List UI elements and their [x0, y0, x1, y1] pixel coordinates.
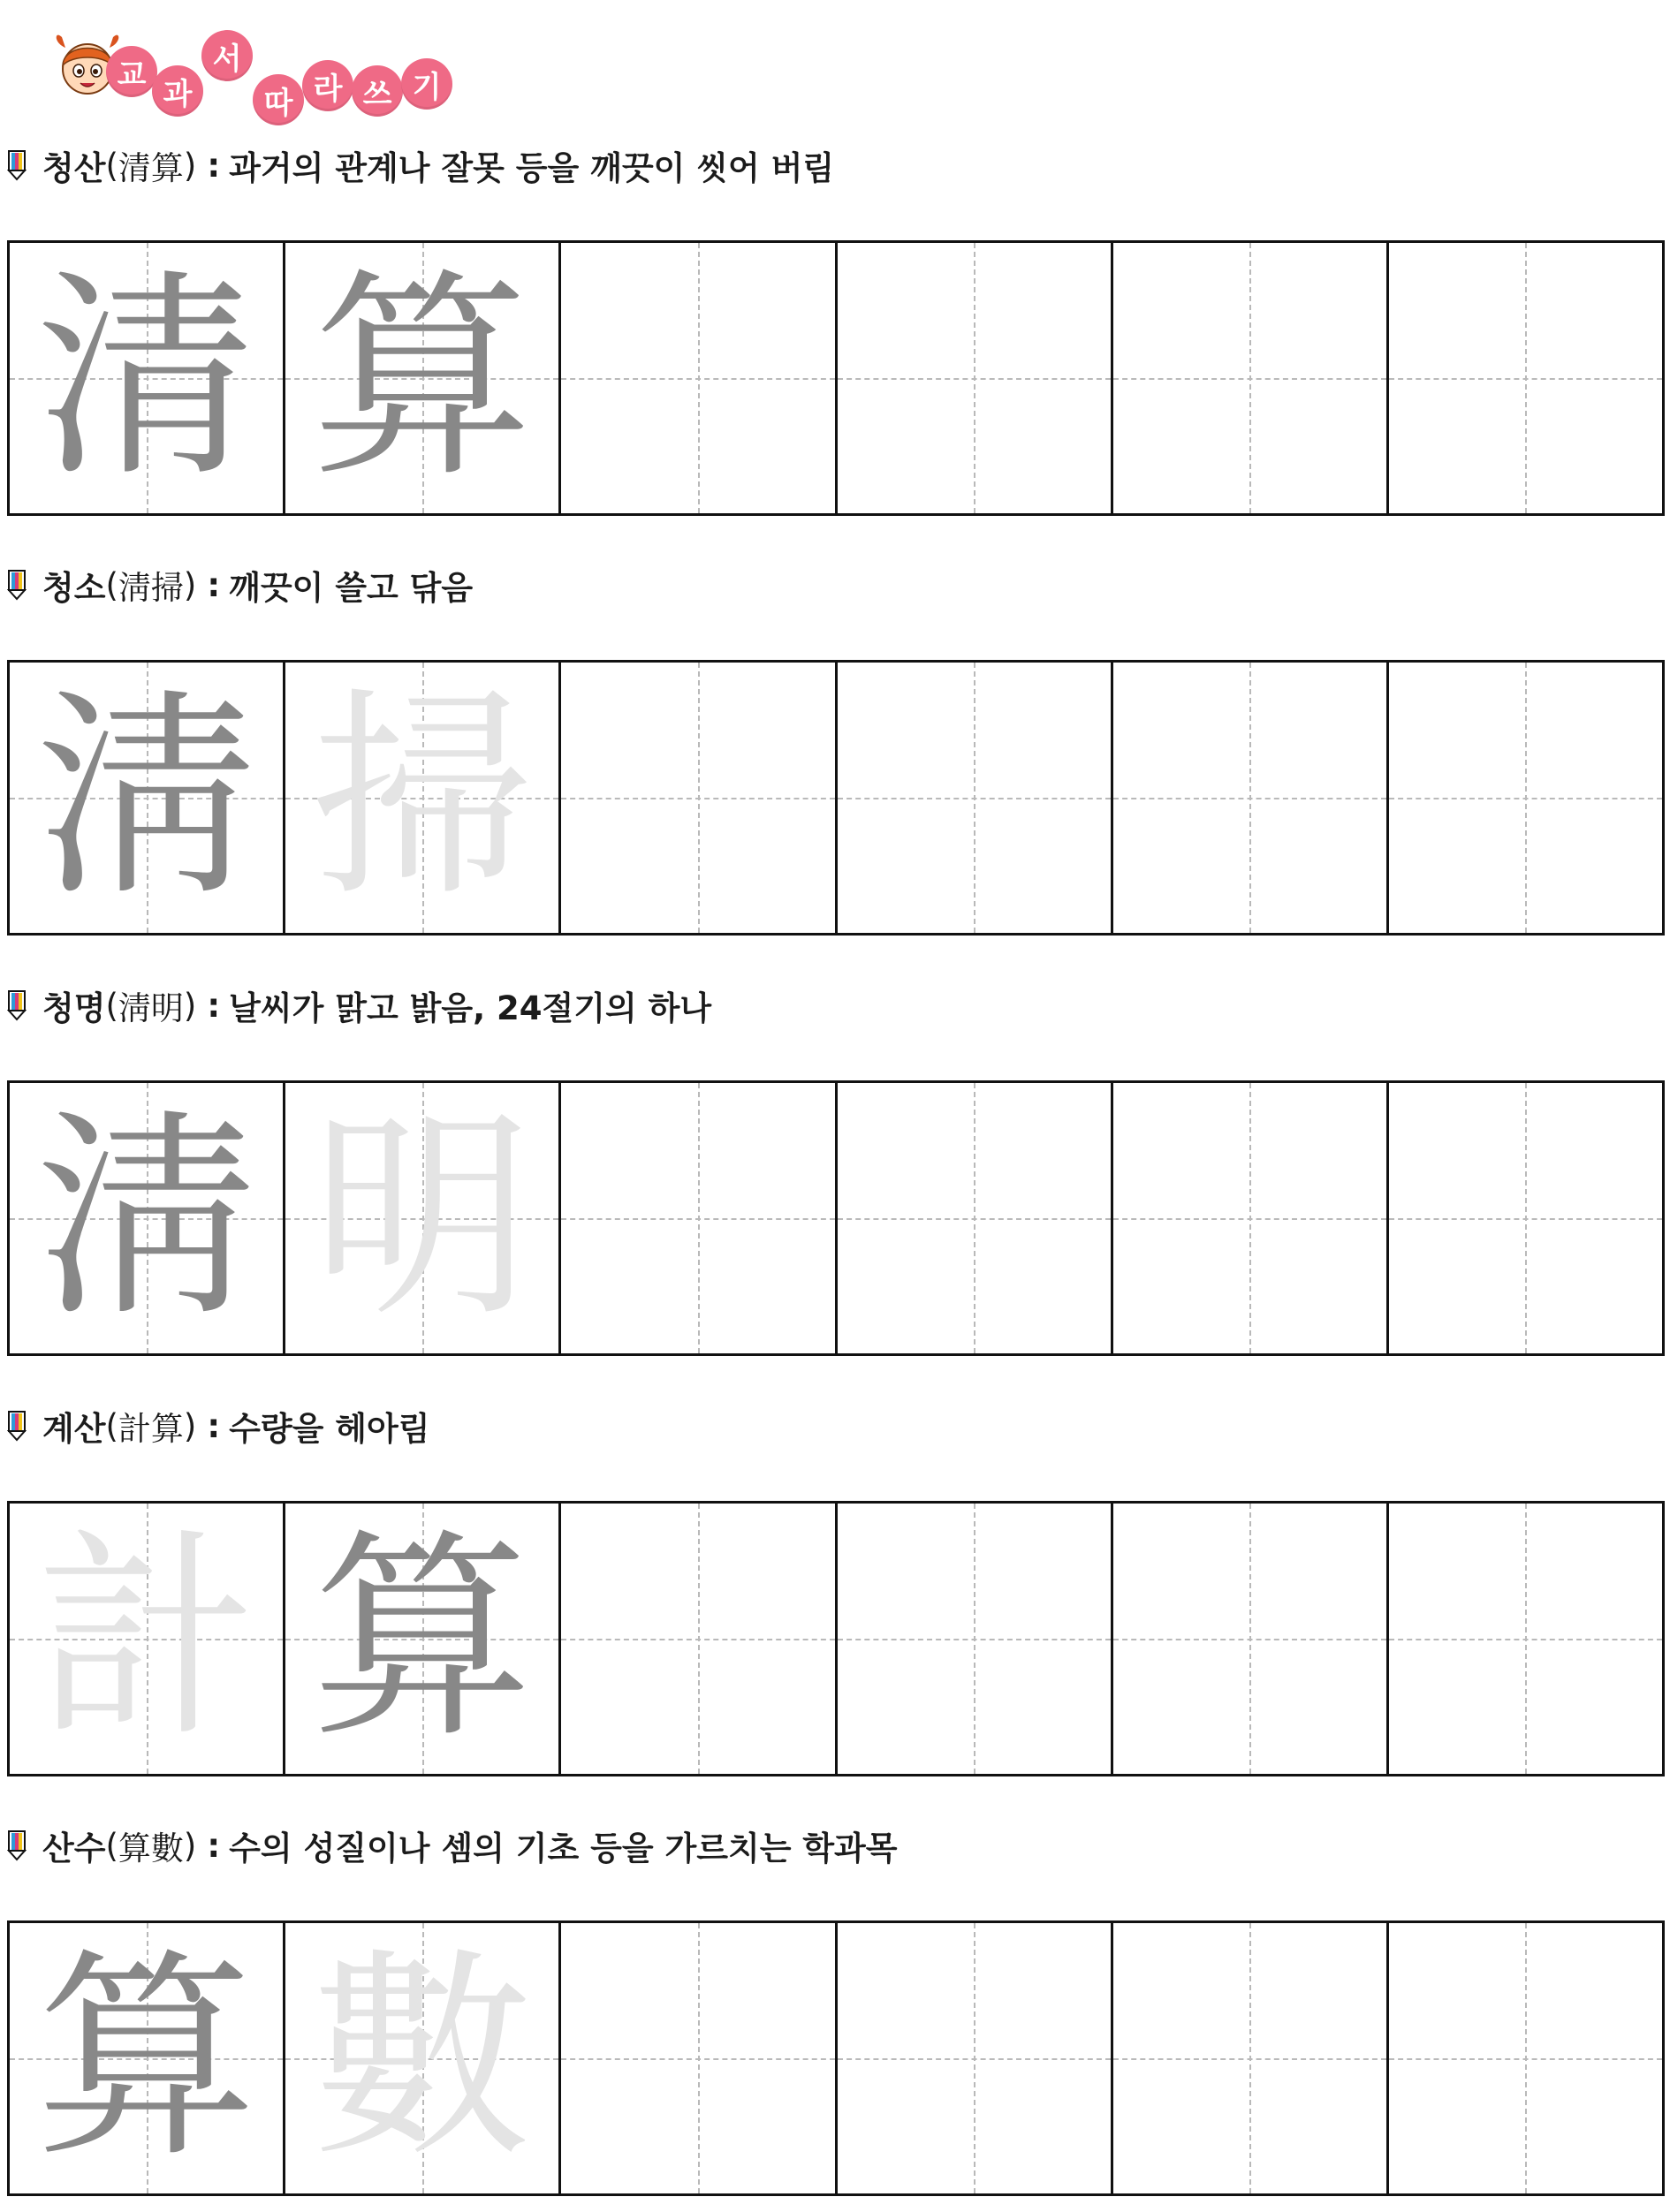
separator: :	[207, 1826, 221, 1865]
logo-char: 라	[302, 60, 353, 111]
blank-practice-cell[interactable]	[1113, 243, 1389, 513]
logo-char: 따	[253, 74, 304, 125]
word-korean: 산수	[42, 1829, 106, 1867]
pencil-icon	[7, 569, 27, 601]
paren-open: (	[105, 986, 118, 1025]
blank-practice-cell[interactable]	[1389, 663, 1662, 933]
blank-practice-cell[interactable]	[561, 1083, 837, 1353]
practice-item	[0, 1404, 1670, 1776]
pencil-icon	[7, 1410, 27, 1442]
blank-practice-cell[interactable]	[838, 243, 1113, 513]
word-meaning: 수의 성질이나 셈의 기초 등을 가르치는 학과목	[229, 1829, 898, 1867]
writing-grid	[7, 660, 1665, 936]
trace-character: 算	[311, 1510, 533, 1767]
trace-character: 清	[35, 249, 257, 506]
trace-character: 數	[311, 1929, 533, 2186]
trace-cell[interactable]	[285, 1504, 561, 1774]
trace-cell[interactable]	[285, 243, 561, 513]
trace-cell[interactable]	[10, 1504, 285, 1774]
word-hanja: 計算	[118, 1410, 184, 1448]
paren-close: )	[183, 986, 197, 1025]
logo-char: 기	[401, 58, 452, 110]
word-korean: 청소	[42, 569, 106, 607]
separator: :	[207, 986, 221, 1025]
logo	[21, 7, 481, 122]
item-title	[7, 563, 473, 607]
blank-practice-cell[interactable]	[1389, 1923, 1662, 2193]
blank-practice-cell[interactable]	[838, 663, 1113, 933]
blank-practice-cell[interactable]	[1389, 1083, 1662, 1353]
paren-open: (	[105, 1406, 118, 1445]
pencil-icon	[7, 989, 27, 1021]
trace-cell[interactable]	[10, 1083, 285, 1353]
trace-cell[interactable]	[10, 243, 285, 513]
blank-practice-cell[interactable]	[838, 1923, 1113, 2193]
word-hanja: 淸掃	[118, 569, 184, 607]
item-title	[7, 1823, 898, 1867]
word-korean: 청산	[42, 149, 106, 187]
blank-practice-cell[interactable]	[561, 1504, 837, 1774]
blank-practice-cell[interactable]	[1113, 1083, 1389, 1353]
trace-cell[interactable]	[285, 1923, 561, 2193]
practice-item	[0, 1823, 1670, 2196]
blank-practice-cell[interactable]	[1113, 1504, 1389, 1774]
trace-cell[interactable]	[10, 1923, 285, 2193]
practice-item	[0, 563, 1670, 936]
blank-practice-cell[interactable]	[1389, 1504, 1662, 1774]
logo-char: 과	[152, 65, 203, 117]
blank-practice-cell[interactable]	[561, 1923, 837, 2193]
word-korean: 청명	[42, 989, 106, 1027]
blank-practice-cell[interactable]	[838, 1504, 1113, 1774]
writing-grid	[7, 1920, 1665, 2196]
word-meaning: 날씨가 맑고 밝음, 24절기의 하나	[229, 989, 712, 1027]
logo-char: 서	[201, 30, 253, 81]
writing-grid	[7, 1501, 1665, 1776]
paren-open: (	[105, 1826, 118, 1865]
paren-open: (	[105, 565, 118, 604]
trace-character: 淸	[35, 1089, 257, 1346]
word-korean: 계산	[42, 1410, 106, 1448]
blank-practice-cell[interactable]	[561, 243, 837, 513]
word-hanja: 算數	[118, 1829, 184, 1867]
word-meaning: 깨끗이 쓸고 닦음	[229, 569, 474, 607]
separator: :	[207, 1406, 221, 1445]
separator: :	[207, 565, 221, 604]
item-title	[7, 143, 834, 187]
writing-grid	[7, 240, 1665, 516]
trace-character: 算	[311, 249, 533, 506]
blank-practice-cell[interactable]	[838, 1083, 1113, 1353]
paren-close: )	[183, 1826, 197, 1865]
trace-character: 掃	[311, 669, 533, 926]
trace-cell[interactable]	[10, 663, 285, 933]
blank-practice-cell[interactable]	[1389, 243, 1662, 513]
blank-practice-cell[interactable]	[1113, 1923, 1389, 2193]
trace-character: 算	[35, 1929, 257, 2186]
paren-open: (	[105, 146, 118, 185]
paren-close: )	[183, 1406, 197, 1445]
blank-practice-cell[interactable]	[1113, 663, 1389, 933]
word-hanja: 清算	[118, 149, 184, 187]
trace-cell[interactable]	[285, 663, 561, 933]
logo-char: 쓰	[352, 65, 403, 117]
trace-character: 淸	[35, 669, 257, 926]
item-title	[7, 983, 711, 1027]
writing-grid	[7, 1080, 1665, 1356]
practice-item	[0, 143, 1670, 516]
pencil-icon	[7, 1829, 27, 1861]
paren-close: )	[183, 146, 197, 185]
trace-character: 計	[35, 1510, 257, 1767]
word-meaning: 과거의 관계나 잘못 등을 깨끗이 씻어 버림	[229, 149, 835, 187]
word-meaning: 수량을 헤아림	[229, 1410, 430, 1448]
blank-practice-cell[interactable]	[561, 663, 837, 933]
pencil-icon	[7, 149, 27, 181]
trace-cell[interactable]	[285, 1083, 561, 1353]
practice-item	[0, 983, 1670, 1356]
paren-close: )	[183, 565, 197, 604]
trace-character: 明	[311, 1089, 533, 1346]
item-title	[7, 1404, 430, 1448]
word-hanja: 淸明	[118, 989, 184, 1027]
logo-char: 교	[106, 46, 157, 97]
separator: :	[207, 146, 221, 185]
